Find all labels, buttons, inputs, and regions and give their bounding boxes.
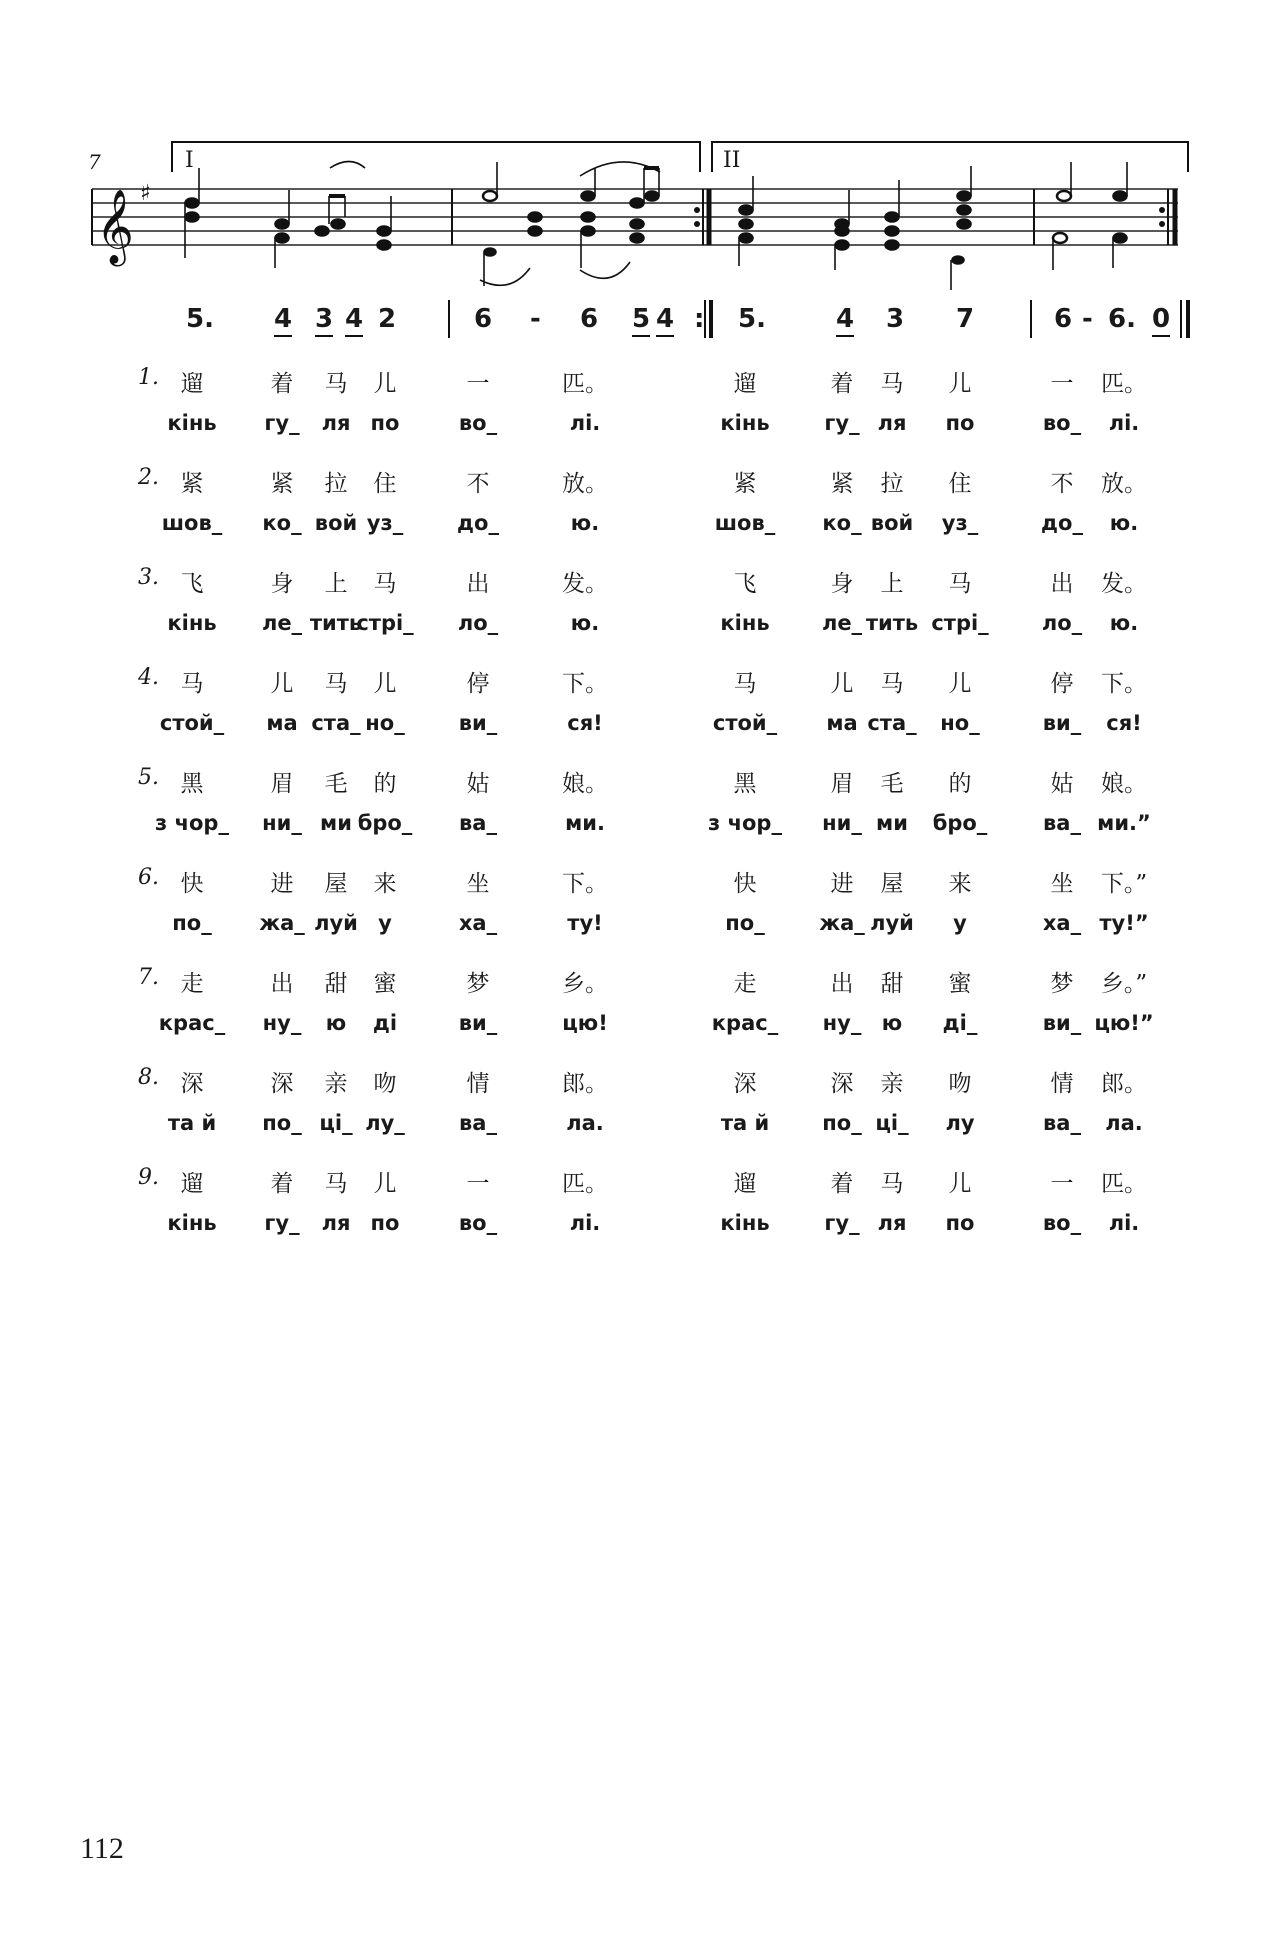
lyric-syllable-chinese: 马	[948, 571, 972, 597]
lyric-syllable-ukrainian: по	[370, 411, 400, 435]
lyric-syllable-chinese: 郎。	[1101, 1071, 1147, 1097]
verse-number: 4.	[138, 665, 159, 690]
lyric-syllable-ukrainian: ді	[372, 1011, 398, 1035]
lyric-syllable-ukrainian: ля	[877, 1211, 907, 1235]
jianpu-barline	[704, 300, 706, 338]
notes-measure-2	[480, 162, 660, 286]
lyric-syllable-chinese: 马	[880, 371, 904, 397]
lyric-syllable-chinese: 屋	[324, 871, 348, 897]
lyric-syllable-ukrainian: стрі_	[931, 611, 989, 635]
lyric-syllable-chinese: 出	[270, 971, 294, 997]
lyric-syllable-chinese: 紧	[180, 471, 204, 497]
lyric-syllable-ukrainian: шов_	[161, 511, 223, 535]
lyric-syllable-ukrainian: луй	[870, 911, 914, 935]
lyric-syllable-ukrainian: во_	[458, 1211, 498, 1235]
lyric-syllable-ukrainian: ни_	[822, 811, 862, 835]
volta-1-label: I	[185, 148, 194, 173]
verse-chinese-line	[0, 565, 1272, 605]
lyric-syllable-chinese: 紧	[270, 471, 294, 497]
verse-number: 3.	[138, 565, 159, 590]
lyric-syllable-chinese: 甜	[324, 971, 348, 997]
lyric-syllable-ukrainian: по_	[725, 911, 765, 935]
lyric-syllable-ukrainian: вой	[870, 511, 914, 535]
lyric-syllable-ukrainian: во_	[1042, 411, 1082, 435]
verse-chinese-line	[0, 1165, 1272, 1205]
lyric-syllable-chinese: 黑	[180, 771, 204, 797]
lyric-syllable-ukrainian: кінь	[167, 611, 217, 635]
lyric-syllable-chinese: 马	[880, 1171, 904, 1197]
lyric-syllable-ukrainian: ма	[266, 711, 298, 735]
lyric-syllable-ukrainian: ми	[876, 811, 908, 835]
jianpu-note: 4	[274, 304, 292, 337]
lyric-syllable-chinese: 深	[180, 1071, 204, 1097]
jianpu-repeat: :	[694, 304, 705, 334]
lyric-syllable-ukrainian: лу_	[365, 1111, 405, 1135]
lyric-syllable-chinese: 儿	[373, 1171, 397, 1197]
lyric-syllable-chinese: 眉	[270, 771, 294, 797]
treble-clef: 𝄞	[96, 190, 134, 264]
lyric-syllable-chinese: 梦	[466, 971, 490, 997]
lyric-syllable-ukrainian: та й	[167, 1111, 217, 1135]
verse-chinese-line	[0, 765, 1272, 805]
lyric-syllable-chinese: 发。	[562, 571, 608, 597]
lyric-syllable-ukrainian: ха_	[1042, 911, 1082, 935]
verse-ukrainian-line	[0, 911, 1272, 951]
lyric-syllable-ukrainian: ля	[877, 411, 907, 435]
lyric-syllable-chinese: 下。	[562, 671, 608, 697]
jianpu-note: 4	[836, 304, 854, 337]
lyric-syllable-chinese: 坐	[1050, 871, 1074, 897]
lyric-syllable-ukrainian: з чор_	[155, 811, 229, 835]
lyric-syllable-ukrainian: кінь	[720, 1211, 770, 1235]
lyric-syllable-ukrainian: ми	[320, 811, 352, 835]
lyric-syllable-ukrainian: ле_	[821, 611, 863, 635]
lyric-syllable-ukrainian: ле_	[261, 611, 303, 635]
lyric-syllable-chinese: 一	[466, 1171, 490, 1197]
lyric-syllable-chinese: 的	[948, 771, 972, 797]
lyric-syllable-ukrainian: ся!	[567, 711, 603, 735]
verse-chinese-line	[0, 465, 1272, 505]
lyric-syllable-chinese: 上	[880, 571, 904, 597]
key-signature-sharp: ♯	[140, 181, 151, 206]
lyric-syllable-ukrainian: по_	[172, 911, 212, 935]
lyric-syllable-chinese: 娘。	[1101, 771, 1147, 797]
lyric-syllable-ukrainian: кінь	[720, 411, 770, 435]
lyric-syllable-chinese: 来	[373, 871, 397, 897]
jianpu-note: 3	[886, 304, 905, 334]
lyric-syllable-chinese: 住	[948, 471, 972, 497]
lyric-syllable-ukrainian: ся!	[1106, 711, 1142, 735]
jianpu-dash: -	[530, 304, 541, 334]
jianpu-note: 3	[315, 304, 333, 337]
lyric-syllable-chinese: 马	[324, 1171, 348, 1197]
lyric-syllable-chinese: 放。	[1101, 471, 1147, 497]
lyric-syllable-ukrainian: по	[370, 1211, 400, 1235]
lyric-syllable-chinese: 一	[1050, 1171, 1074, 1197]
lyric-syllable-chinese: 姑	[466, 771, 490, 797]
lyric-syllable-ukrainian: уз_	[941, 511, 979, 535]
lyric-syllable-chinese: 蜜	[373, 971, 397, 997]
lyric-syllable-chinese: 发。	[1101, 571, 1147, 597]
lyric-syllable-chinese: 甜	[880, 971, 904, 997]
lyric-syllable-chinese: 娘。	[562, 771, 608, 797]
lyric-syllable-chinese: 放。	[562, 471, 608, 497]
jianpu-note: 7	[956, 304, 975, 334]
lyric-syllable-chinese: 儿	[948, 1171, 972, 1197]
lyric-syllable-chinese: 儿	[373, 371, 397, 397]
lyric-syllable-chinese: 马	[373, 571, 397, 597]
lyric-syllable-ukrainian: ста_	[311, 711, 361, 735]
staff-notation	[0, 0, 1272, 300]
lyric-syllable-chinese: 身	[830, 571, 854, 597]
lyric-syllable-ukrainian: ю.	[570, 511, 600, 535]
lyric-syllable-chinese: 深	[830, 1071, 854, 1097]
lyric-syllable-ukrainian: кінь	[720, 611, 770, 635]
lyric-syllable-ukrainian: но_	[940, 711, 980, 735]
lyric-syllable-chinese: 深	[733, 1071, 757, 1097]
lyric-syllable-ukrainian: у	[378, 911, 392, 935]
lyric-syllable-chinese: 屋	[880, 871, 904, 897]
lyric-syllable-ukrainian: ма	[826, 711, 858, 735]
lyric-syllable-chinese: 拉	[880, 471, 904, 497]
lyric-syllable-ukrainian: ла.	[566, 1111, 604, 1135]
lyric-syllable-chinese: 飞	[180, 571, 204, 597]
lyric-syllable-ukrainian: ви_	[1042, 711, 1082, 735]
jianpu-notation	[0, 300, 1272, 350]
verse-number: 8.	[138, 1065, 159, 1090]
lyric-syllable-ukrainian: ви_	[458, 1011, 498, 1035]
lyric-syllable-ukrainian: гу_	[264, 411, 300, 435]
lyric-syllable-chinese: 停	[466, 671, 490, 697]
lyric-syllable-chinese: 马	[880, 671, 904, 697]
lyric-syllable-chinese: 着	[830, 1171, 854, 1197]
lyric-syllable-chinese: 下。	[1101, 671, 1147, 697]
lyric-syllable-chinese: 梦	[1050, 971, 1074, 997]
lyric-syllable-ukrainian: ви_	[1042, 1011, 1082, 1035]
lyric-syllable-chinese: 着	[830, 371, 854, 397]
verse-ukrainian-line	[0, 1111, 1272, 1151]
verse-chinese-line	[0, 365, 1272, 405]
lyric-syllable-ukrainian: ту!”	[1099, 911, 1149, 935]
lyric-syllable-ukrainian: ля	[321, 1211, 351, 1235]
lyric-syllable-chinese: 紧	[733, 471, 757, 497]
lyric-syllable-chinese: 下。	[562, 871, 608, 897]
lyric-syllable-chinese: 着	[270, 1171, 294, 1197]
lyric-syllable-ukrainian: ко_	[822, 511, 862, 535]
lyric-syllable-chinese: 出	[830, 971, 854, 997]
lyric-syllable-ukrainian: ва_	[459, 811, 497, 835]
lyric-syllable-chinese: 进	[830, 871, 854, 897]
jianpu-barline	[448, 300, 450, 338]
lyric-syllable-ukrainian: луй	[314, 911, 358, 935]
lyric-syllable-chinese: 匹。	[1101, 371, 1147, 397]
jianpu-note: 5.	[738, 304, 766, 334]
lyric-syllable-ukrainian: стой_	[159, 711, 225, 735]
jianpu-note: 6.	[1108, 304, 1136, 334]
jianpu-note: 6	[580, 304, 599, 334]
lyric-syllable-ukrainian: ну_	[822, 1011, 862, 1035]
lyric-syllable-chinese: 进	[270, 871, 294, 897]
volta-2-label: II	[723, 148, 741, 173]
lyric-syllable-ukrainian: тить	[309, 611, 363, 635]
lyric-syllable-chinese: 姑	[1050, 771, 1074, 797]
lyric-syllable-chinese: 走	[180, 971, 204, 997]
lyric-syllable-ukrainian: ми.	[565, 811, 605, 835]
lyric-syllable-chinese: 马	[733, 671, 757, 697]
lyric-syllable-chinese: 深	[270, 1071, 294, 1097]
verse-number: 1.	[138, 365, 159, 390]
lyric-syllable-chinese: 情	[466, 1071, 490, 1097]
lyric-syllable-chinese: 儿	[270, 671, 294, 697]
verse-number: 7.	[138, 965, 159, 990]
lyric-syllable-chinese: 着	[270, 371, 294, 397]
lyric-syllable-chinese: 不	[1050, 471, 1074, 497]
lyric-syllable-ukrainian: та й	[720, 1111, 770, 1135]
lyric-syllable-ukrainian: ю.	[1109, 611, 1139, 635]
lyric-syllable-ukrainian: ту!	[567, 911, 603, 935]
lyric-syllable-chinese: 亲	[880, 1071, 904, 1097]
lyric-syllable-ukrainian: гу_	[264, 1211, 300, 1235]
lyric-syllable-ukrainian: лу	[945, 1111, 975, 1135]
lyric-syllable-ukrainian: по_	[262, 1111, 302, 1135]
lyric-syllable-ukrainian: уз_	[366, 511, 404, 535]
lyric-syllable-chinese: 马	[180, 671, 204, 697]
lyric-syllable-chinese: 马	[324, 371, 348, 397]
lyric-syllable-ukrainian: лі.	[1108, 411, 1140, 435]
verse-ukrainian-line	[0, 1211, 1272, 1251]
lyric-syllable-chinese: 黑	[733, 771, 757, 797]
lyric-syllable-ukrainian: крас_	[711, 1011, 779, 1035]
lyric-syllable-chinese: 眉	[830, 771, 854, 797]
lyric-syllable-ukrainian: цю!	[562, 1011, 608, 1035]
lyric-syllable-chinese: 出	[1050, 571, 1074, 597]
jianpu-note: 0	[1152, 304, 1170, 337]
jianpu-note: 6	[474, 304, 493, 334]
lyric-syllable-chinese: 儿	[830, 671, 854, 697]
lyric-syllable-ukrainian: ва_	[459, 1111, 497, 1135]
lyric-syllable-ukrainian: лі.	[1108, 1211, 1140, 1235]
lyric-syllable-ukrainian: ло_	[1041, 611, 1083, 635]
lyric-syllable-chinese: 乡。”	[1100, 971, 1148, 997]
lyric-syllable-ukrainian: стрі_	[356, 611, 414, 635]
lyric-syllable-ukrainian: цю!”	[1094, 1011, 1154, 1035]
lyric-syllable-ukrainian: тить	[865, 611, 919, 635]
lyric-syllable-chinese: 一	[466, 371, 490, 397]
lyric-syllable-chinese: 快	[733, 871, 757, 897]
lyric-syllable-ukrainian: крас_	[158, 1011, 226, 1035]
jianpu-note: 4	[656, 304, 674, 337]
verse-number: 2.	[138, 465, 159, 490]
verse-ukrainian-line	[0, 511, 1272, 551]
lyric-syllable-chinese: 匹。	[562, 1171, 608, 1197]
lyric-syllable-ukrainian: ста_	[867, 711, 917, 735]
lyric-syllable-ukrainian: по	[945, 411, 975, 435]
lyric-syllable-chinese: 身	[270, 571, 294, 597]
lyric-syllable-ukrainian: ю	[325, 1011, 347, 1035]
lyric-syllable-ukrainian: во_	[1042, 1211, 1082, 1235]
lyric-syllable-chinese: 的	[373, 771, 397, 797]
lyric-syllable-ukrainian: ю	[881, 1011, 903, 1035]
lyric-syllable-ukrainian: ну_	[262, 1011, 302, 1035]
lyric-syllable-chinese: 蜜	[948, 971, 972, 997]
lyric-syllable-ukrainian: ва_	[1043, 811, 1081, 835]
lyric-syllable-chinese: 出	[466, 571, 490, 597]
verse-chinese-line	[0, 665, 1272, 705]
volta-1-bracket	[172, 142, 700, 172]
verse-chinese-line	[0, 865, 1272, 905]
lyric-syllable-chinese: 儿	[948, 371, 972, 397]
lyric-syllable-ukrainian: ді_	[942, 1011, 978, 1035]
lyric-syllable-ukrainian: ю.	[570, 611, 600, 635]
jianpu-barline	[1180, 300, 1182, 338]
lyric-syllable-ukrainian: но_	[365, 711, 405, 735]
lyric-syllable-ukrainian: во_	[458, 411, 498, 435]
lyric-syllable-ukrainian: бро_	[932, 811, 988, 835]
lyric-syllable-chinese: 来	[948, 871, 972, 897]
lyric-syllable-ukrainian: ло_	[457, 611, 499, 635]
lyric-syllable-chinese: 匹。	[1101, 1171, 1147, 1197]
verse-ukrainian-line	[0, 1011, 1272, 1051]
lyric-syllable-chinese: 亲	[324, 1071, 348, 1097]
lyric-syllable-ukrainian: кінь	[167, 411, 217, 435]
lyric-syllable-chinese: 停	[1050, 671, 1074, 697]
lyric-syllable-chinese: 上	[324, 571, 348, 597]
lyric-syllable-chinese: 遛	[180, 371, 204, 397]
lyric-syllable-ukrainian: ю.	[1109, 511, 1139, 535]
jianpu-barline	[1186, 300, 1190, 338]
lyric-syllable-chinese: 儿	[948, 671, 972, 697]
verse-number: 6.	[138, 865, 159, 890]
verse-ukrainian-line	[0, 811, 1272, 851]
lyric-syllable-ukrainian: ми.”	[1097, 811, 1151, 835]
lyric-syllable-chinese: 飞	[733, 571, 757, 597]
lyric-syllable-chinese: 乡。	[562, 971, 608, 997]
lyric-syllable-chinese: 遛	[733, 371, 757, 397]
measure-number: 7	[88, 150, 101, 174]
lyric-syllable-chinese: 匹。	[562, 371, 608, 397]
lyric-syllable-chinese: 坐	[466, 871, 490, 897]
lyric-syllable-ukrainian: ви_	[458, 711, 498, 735]
verse-ukrainian-line	[0, 611, 1272, 651]
notes-measure-1	[185, 162, 391, 269]
lyric-syllable-chinese: 紧	[830, 471, 854, 497]
verse-chinese-line	[0, 965, 1272, 1005]
lyric-syllable-ukrainian: кінь	[167, 1211, 217, 1235]
lyric-syllable-ukrainian: до_	[457, 511, 499, 535]
lyric-syllable-chinese: 遛	[733, 1171, 757, 1197]
lyric-syllable-ukrainian: ці_	[319, 1111, 353, 1135]
verse-ukrainian-line	[0, 711, 1272, 751]
lyric-syllable-chinese: 吻	[373, 1071, 397, 1097]
page-number: 112	[80, 1832, 124, 1865]
jianpu-barline	[1030, 300, 1032, 338]
lyric-syllable-chinese: 下。”	[1100, 871, 1148, 897]
lyric-syllable-chinese: 毛	[324, 771, 348, 797]
jianpu-note: 2	[378, 304, 397, 334]
lyric-syllable-chinese: 住	[373, 471, 397, 497]
verse-chinese-line	[0, 1065, 1272, 1105]
lyric-syllable-ukrainian: по_	[822, 1111, 862, 1135]
lyric-syllable-ukrainian: лі.	[569, 1211, 601, 1235]
lyric-syllable-ukrainian: бро_	[357, 811, 413, 835]
jianpu-note: 5	[632, 304, 650, 337]
lyric-syllable-ukrainian: ни_	[262, 811, 302, 835]
lyric-syllable-ukrainian: ко_	[262, 511, 302, 535]
lyric-syllable-chinese: 儿	[373, 671, 397, 697]
lyric-syllable-ukrainian: по	[945, 1211, 975, 1235]
lyric-syllable-chinese: 吻	[948, 1071, 972, 1097]
lyric-syllable-chinese: 拉	[324, 471, 348, 497]
lyric-syllable-ukrainian: стой_	[712, 711, 778, 735]
lyric-syllable-chinese: 一	[1050, 371, 1074, 397]
lyric-syllable-ukrainian: гу_	[824, 1211, 860, 1235]
lyric-syllable-ukrainian: ла.	[1105, 1111, 1143, 1135]
lyric-syllable-ukrainian: ці_	[875, 1111, 909, 1135]
verse-number: 9.	[138, 1165, 159, 1190]
verse-ukrainian-line	[0, 411, 1272, 451]
music-staff	[0, 0, 1272, 300]
lyric-syllable-ukrainian: шов_	[714, 511, 776, 535]
lyric-syllable-ukrainian: з чор_	[708, 811, 782, 835]
lyric-syllable-chinese: 快	[180, 871, 204, 897]
jianpu-barline	[709, 300, 713, 338]
jianpu-note: 6	[1054, 304, 1073, 334]
lyric-syllable-chinese: 马	[324, 671, 348, 697]
lyric-syllable-chinese: 毛	[880, 771, 904, 797]
lyric-syllable-ukrainian: жа_	[259, 911, 305, 935]
lyric-syllable-ukrainian: гу_	[824, 411, 860, 435]
lyric-syllable-ukrainian: ля	[321, 411, 351, 435]
lyric-syllable-chinese: 不	[466, 471, 490, 497]
lyric-syllable-ukrainian: у	[953, 911, 967, 935]
verse-number: 5.	[138, 765, 159, 790]
lyric-syllable-ukrainian: ва_	[1043, 1111, 1081, 1135]
volta-2-bracket	[712, 142, 1188, 172]
lyric-syllable-chinese: 郎。	[562, 1071, 608, 1097]
jianpu-note: 5.	[186, 304, 214, 334]
notes-measure-3	[739, 166, 971, 290]
lyric-syllable-ukrainian: лі.	[569, 411, 601, 435]
lyric-syllable-chinese: 遛	[180, 1171, 204, 1197]
lyric-syllable-ukrainian: вой	[314, 511, 358, 535]
lyric-syllable-ukrainian: жа_	[819, 911, 865, 935]
notes-measure-4	[1053, 162, 1127, 270]
jianpu-dash: -	[1082, 304, 1093, 334]
lyric-syllable-ukrainian: до_	[1041, 511, 1083, 535]
lyric-syllable-chinese: 情	[1050, 1071, 1074, 1097]
lyric-syllable-ukrainian: ха_	[458, 911, 498, 935]
jianpu-note: 4	[345, 304, 363, 337]
lyric-syllable-chinese: 走	[733, 971, 757, 997]
